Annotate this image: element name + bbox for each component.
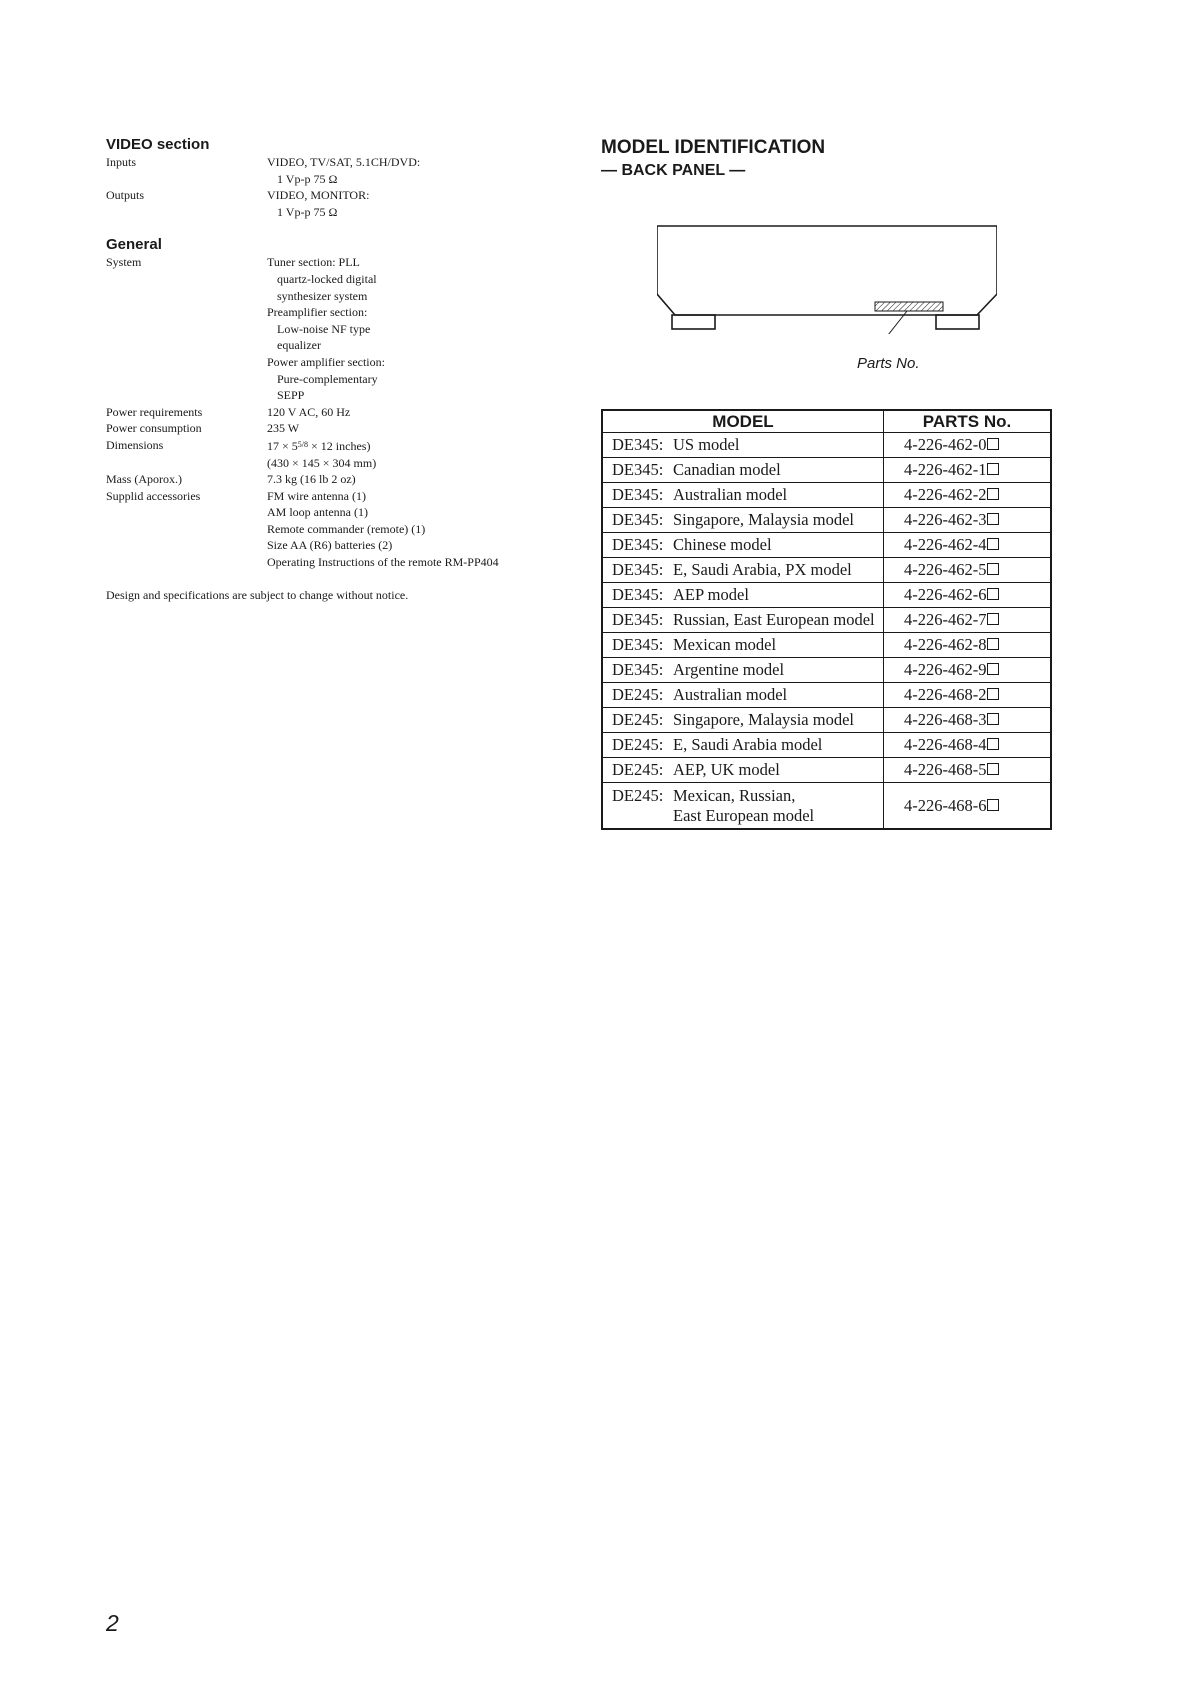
table-row bbox=[602, 683, 1051, 708]
spec-label: Mass (Aporox.) bbox=[106, 472, 182, 487]
table-row bbox=[602, 583, 1051, 608]
spec-value: Operating Instructions of the remote RM-PP404 bbox=[267, 555, 499, 570]
model-code: DE345: bbox=[612, 435, 664, 454]
checkbox-square-icon bbox=[987, 513, 999, 525]
model-parts-table bbox=[601, 409, 1052, 830]
spec-row-system bbox=[106, 254, 576, 403]
table-row bbox=[602, 633, 1051, 658]
table-header-row bbox=[602, 410, 1051, 433]
checkbox-square-icon bbox=[987, 638, 999, 650]
spec-value: Size AA (R6) batteries (2) bbox=[267, 538, 393, 553]
checkbox-square-icon bbox=[987, 438, 999, 450]
spec-value: quartz-locked digital bbox=[277, 271, 377, 286]
table-row bbox=[602, 658, 1051, 683]
checkbox-square-icon bbox=[987, 613, 999, 625]
spec-row-accessories bbox=[106, 488, 576, 571]
checkbox-square-icon bbox=[987, 538, 999, 550]
spec-value: Preamplifier section: bbox=[267, 305, 368, 320]
parts-no-label: Parts No. bbox=[857, 355, 920, 372]
spec-value bbox=[267, 437, 576, 455]
spec-value: SEPP bbox=[277, 388, 305, 403]
table-row bbox=[602, 508, 1051, 533]
part-number: 4-226-462-7 bbox=[904, 610, 987, 629]
spec-value: FM wire antenna (1) bbox=[267, 488, 366, 503]
checkbox-square-icon bbox=[987, 713, 999, 725]
spec-value: Low-noise NF type bbox=[277, 321, 371, 336]
model-code: DE345: bbox=[612, 560, 664, 579]
table-row bbox=[602, 533, 1051, 558]
model-name-continued: East European model bbox=[673, 805, 815, 825]
model-code: DE245: bbox=[612, 710, 664, 729]
part-number: 4-226-462-8 bbox=[904, 635, 987, 654]
spec-label: Inputs bbox=[106, 155, 136, 169]
table-row bbox=[602, 608, 1051, 633]
table-row bbox=[602, 433, 1051, 458]
model-name: US model bbox=[673, 435, 740, 454]
checkbox-square-icon bbox=[987, 738, 999, 750]
spec-value: 7.3 kg (16 lb 2 oz) bbox=[267, 472, 356, 487]
spec-label: System bbox=[106, 255, 142, 270]
right-foot bbox=[936, 315, 979, 329]
checkbox-square-icon bbox=[987, 588, 999, 600]
model-code: DE345: bbox=[612, 610, 664, 629]
spec-row-mass bbox=[106, 471, 576, 488]
model-name: Singapore, Malaysia model bbox=[673, 510, 855, 529]
part-number: 4-226-462-9 bbox=[904, 660, 987, 679]
model-name: AEP, UK model bbox=[673, 760, 780, 779]
table-row bbox=[602, 733, 1051, 758]
spec-label: Supplid accessories bbox=[106, 488, 201, 503]
model-column-header: MODEL bbox=[602, 410, 884, 433]
table-row bbox=[602, 483, 1051, 508]
video-section-title: VIDEO section bbox=[106, 136, 210, 153]
model-name: Singapore, Malaysia model bbox=[673, 710, 855, 729]
spec-row-inputs bbox=[106, 154, 576, 187]
checkbox-square-icon bbox=[987, 463, 999, 475]
dimension-text: × 12 inches) bbox=[308, 438, 371, 453]
spec-value: (430 × 145 × 304 mm) bbox=[267, 455, 377, 470]
model-code: DE345: bbox=[612, 585, 664, 604]
checkbox-square-icon bbox=[987, 688, 999, 700]
model-id-title: MODEL IDENTIFICATION bbox=[601, 137, 826, 158]
part-number: 4-226-462-6 bbox=[904, 585, 987, 604]
table-row bbox=[602, 783, 1051, 830]
model-name: Chinese model bbox=[673, 535, 772, 554]
dimension-text: 17 × 5 bbox=[267, 438, 298, 453]
spec-value: Power amplifier section: bbox=[267, 354, 385, 369]
back-panel-diagram bbox=[657, 224, 997, 334]
model-code: DE245: bbox=[612, 760, 664, 779]
spec-label: Power consumption bbox=[106, 421, 202, 436]
checkbox-square-icon bbox=[987, 763, 999, 775]
parts-column-header: PARTS No. bbox=[884, 410, 1052, 433]
model-name: Australian model bbox=[673, 685, 788, 704]
part-number: 4-226-462-4 bbox=[904, 535, 987, 554]
model-name: E, Saudi Arabia model bbox=[673, 735, 823, 754]
part-number: 4-226-462-3 bbox=[904, 510, 987, 529]
part-number: 4-226-462-5 bbox=[904, 560, 987, 579]
spec-value: Pure-complementary bbox=[277, 371, 378, 386]
model-name: Mexican model bbox=[673, 635, 777, 654]
checkbox-square-icon bbox=[987, 663, 999, 675]
spec-value: 1 Vp-p 75 Ω bbox=[277, 171, 338, 186]
table-row bbox=[602, 708, 1051, 733]
model-code: DE245: bbox=[612, 735, 664, 754]
part-number: 4-226-468-3 bbox=[904, 710, 987, 729]
spec-row-outputs bbox=[106, 187, 576, 220]
model-code: DE345: bbox=[612, 635, 664, 654]
spec-value: VIDEO, MONITOR: bbox=[267, 188, 370, 203]
model-code: DE345: bbox=[612, 510, 664, 529]
model-code: DE345: bbox=[612, 460, 664, 479]
spec-row-power-consumption bbox=[106, 420, 576, 437]
parts-label-plate bbox=[875, 302, 943, 311]
change-notice: Design and specifications are subject to change without notice. bbox=[106, 587, 409, 602]
spec-label: Power requirements bbox=[106, 404, 203, 419]
model-code: DE345: bbox=[612, 485, 664, 504]
general-section-title: General bbox=[106, 236, 162, 254]
part-number: 4-226-462-1 bbox=[904, 460, 987, 479]
page-number: 2 bbox=[106, 1610, 119, 1636]
spec-row-power-requirements bbox=[106, 404, 576, 421]
table-row bbox=[602, 758, 1051, 783]
model-name: Australian model bbox=[673, 485, 788, 504]
model-code: DE345: bbox=[612, 660, 664, 679]
table-row bbox=[602, 458, 1051, 483]
specifications-column bbox=[106, 136, 576, 603]
part-number: 4-226-462-2 bbox=[904, 485, 987, 504]
spec-value: synthesizer system bbox=[277, 288, 368, 303]
model-code: DE245: bbox=[612, 685, 664, 704]
model-name: Argentine model bbox=[673, 660, 785, 679]
spec-value: 1 Vp-p 75 Ω bbox=[277, 204, 338, 219]
spec-value: Tuner section: PLL bbox=[267, 255, 360, 270]
model-name: Russian, East European model bbox=[673, 610, 875, 629]
checkbox-square-icon bbox=[987, 799, 999, 811]
spec-value: AM loop antenna (1) bbox=[267, 505, 368, 520]
model-code: DE345: bbox=[612, 535, 664, 554]
spec-label: Outputs bbox=[106, 188, 145, 203]
checkbox-square-icon bbox=[987, 563, 999, 575]
spec-value: VIDEO, TV/SAT, 5.1CH/DVD: bbox=[267, 155, 421, 169]
model-name: Mexican, Russian, bbox=[673, 785, 796, 805]
model-code: DE245: bbox=[612, 785, 664, 805]
unit-outline bbox=[657, 226, 997, 315]
spec-label: Dimensions bbox=[106, 437, 164, 452]
part-number: 4-226-462-0 bbox=[904, 435, 987, 454]
spec-value: 235 W bbox=[267, 421, 300, 436]
back-panel-subtitle: — BACK PANEL — bbox=[601, 162, 746, 179]
checkbox-square-icon bbox=[987, 488, 999, 500]
left-foot bbox=[672, 315, 715, 329]
spec-value: 120 V AC, 60 Hz bbox=[267, 404, 351, 419]
model-name: E, Saudi Arabia, PX model bbox=[673, 560, 852, 579]
model-name: AEP model bbox=[673, 585, 749, 604]
table-row bbox=[602, 558, 1051, 583]
model-name: Canadian model bbox=[673, 460, 781, 479]
part-number: 4-226-468-2 bbox=[904, 685, 987, 704]
spec-value: Remote commander (remote) (1) bbox=[267, 521, 426, 536]
spec-value: equalizer bbox=[277, 338, 321, 353]
dimension-fraction: 5/8 bbox=[297, 439, 309, 449]
part-number: 4-226-468-4 bbox=[904, 735, 987, 754]
model-identification bbox=[601, 136, 1061, 372]
spec-row-dimensions bbox=[106, 437, 576, 471]
part-number: 4-226-468-5 bbox=[904, 760, 987, 779]
part-number: 4-226-468-6 bbox=[904, 795, 987, 815]
